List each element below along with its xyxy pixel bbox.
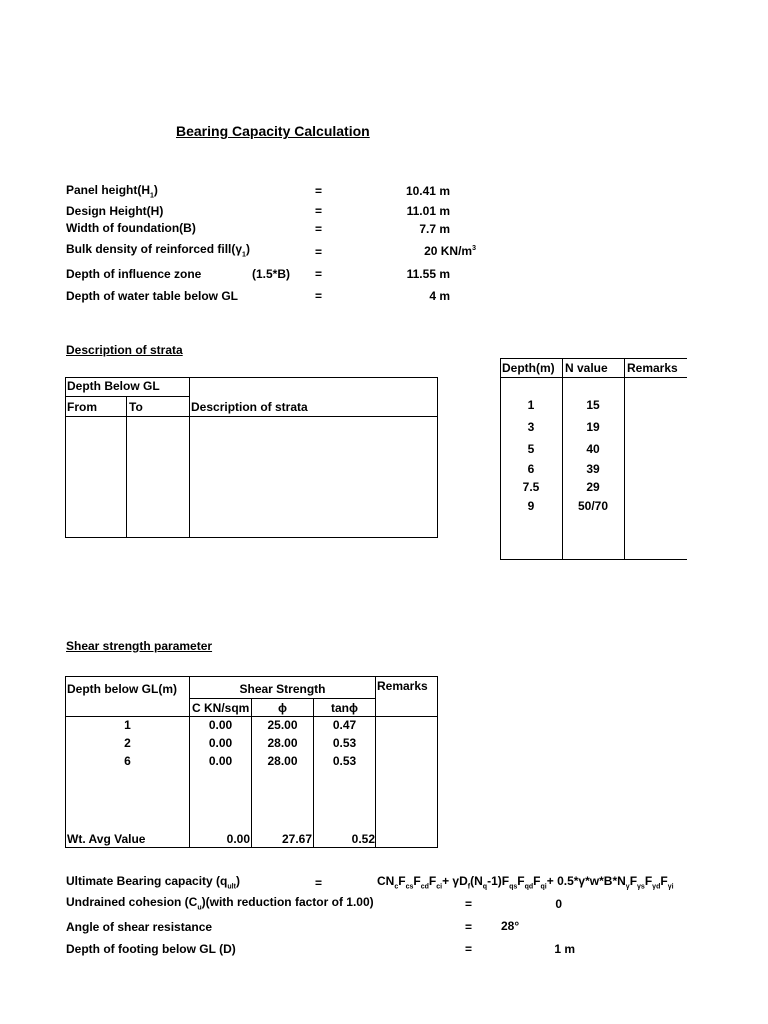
spt-row-n: 39 [586,462,600,476]
ubc-formula: $CN_cF_{cs}F_{cd}F_{ci}+ \gamma D_f(N_q-1)F_{qs}F_{qd}F_{qi}+ 0.5*\gamma*w*B*N_\gamma F_{\gamma s}F_{\gamma d}F_{\gamma i}$ [377,874,674,891]
spt-n-header: N value [565,361,608,375]
spt-row-depth: 1 [527,398,535,412]
shear-avg-label: Wt. Avg Value [67,832,146,846]
param-influence-zone-value: 11.55 m [406,267,450,281]
param-design-height-eq: = [315,204,323,218]
shear-c-header: C KN/sqm [192,701,250,715]
shear-group-header: Shear Strength [239,682,326,696]
strata-from-header: From [67,400,97,414]
param-panel-height-value: 10.41 m [405,184,450,198]
shear-remarks-header: Remarks [377,679,428,693]
phi-label: Angle of shear resistance [66,920,213,934]
spt-row-depth: 3 [527,420,535,434]
shear-row-depth: 1 [124,718,131,732]
param-panel-height-eq: = [315,184,323,198]
shear-avg-c: 0.00 [226,832,250,846]
shear-phi-header: ϕ [278,701,287,715]
param-influence-zone-label: Depth of influence zone [66,267,202,281]
spt-row-depth: 5 [527,442,535,456]
param-water-table-eq: = [315,289,323,303]
param-influence-zone-note: (1.5*B) [252,267,291,281]
df-value: 1 m [554,942,575,956]
param-water-table-label: Depth of water table below GL [66,289,239,303]
spt-row-n: 15 [586,398,600,412]
shear-heading: Shear strength parameter [66,639,213,653]
strata-to-header: To [129,400,143,414]
ubc-eq: = [315,876,323,890]
param-bulk-density-value: 20 $KN/m^3$ [424,244,476,258]
spt-row-depth: 6 [527,462,535,476]
shear-row-c: 0.00 [208,736,233,750]
df-eq: = [465,942,473,956]
param-design-height-value: 11.01 m [406,204,450,218]
shear-row-depth: 6 [124,754,131,768]
param-width-eq: = [315,222,323,236]
cu-eq: = [465,897,473,911]
strata-heading: Description of strata [66,343,183,357]
spt-remarks-header: Remarks [627,361,678,375]
param-influence-zone-eq: = [315,267,323,281]
cu-label: Undrained cohesion $(C_u)(with$ reduction factor of 1.00) [66,895,374,912]
shear-row-tan: 0.47 [332,718,357,732]
shear-depth-header: Depth below GL(m) [67,682,177,696]
param-panel-height-label: Panel $height(H_1)$ [66,183,158,200]
shear-avg-tan: 0.52 [351,832,375,846]
cu-value: 0 [555,897,562,911]
shear-row-c: 0.00 [208,718,233,732]
shear-row-depth: 2 [124,736,131,750]
param-width-value: 7.7 m [419,222,450,236]
shear-row-c: 0.00 [208,754,233,768]
spt-row-depth: 7.5 [522,480,540,494]
spt-row-depth: 9 [527,499,535,513]
shear-row-phi: 25.00 [267,718,298,732]
param-bulk-density-label: Bulk density of reinforced $fill(\gamma_1)$ [66,242,250,259]
strata-desc-header: Description of strata [191,400,308,414]
page-title: Bearing Capacity Calculation [176,123,370,139]
spt-row-n: 19 [586,420,600,434]
param-design-height-label: Design Height(H) [66,204,164,218]
param-water-table-value: 4 m [429,289,450,303]
shear-row-phi: 28.00 [267,736,298,750]
phi-eq: = [465,920,473,934]
param-bulk-density-eq: = [315,245,323,259]
spt-row-n: 50/70 [577,499,609,513]
df-label: Depth of footing below GL (D) [66,942,236,956]
param-width-label: Width of foundation(B) [66,221,196,235]
shear-row-tan: 0.53 [332,736,357,750]
shear-row-tan: 0.53 [332,754,357,768]
strata-depth-header: Depth Below GL [67,379,160,393]
phi-value: 28° [501,919,520,933]
spt-row-n: 29 [586,480,600,494]
spt-row-n: 40 [586,442,600,456]
shear-row-phi: 28.00 [267,754,298,768]
spt-depth-header: Depth(m) [502,361,555,375]
ubc-label: Ultimate Bearing capacity $(q_{ult})$ [66,874,240,891]
shear-avg-phi: 27.67 [281,832,312,846]
shear-tan-header: tanϕ [331,701,358,715]
